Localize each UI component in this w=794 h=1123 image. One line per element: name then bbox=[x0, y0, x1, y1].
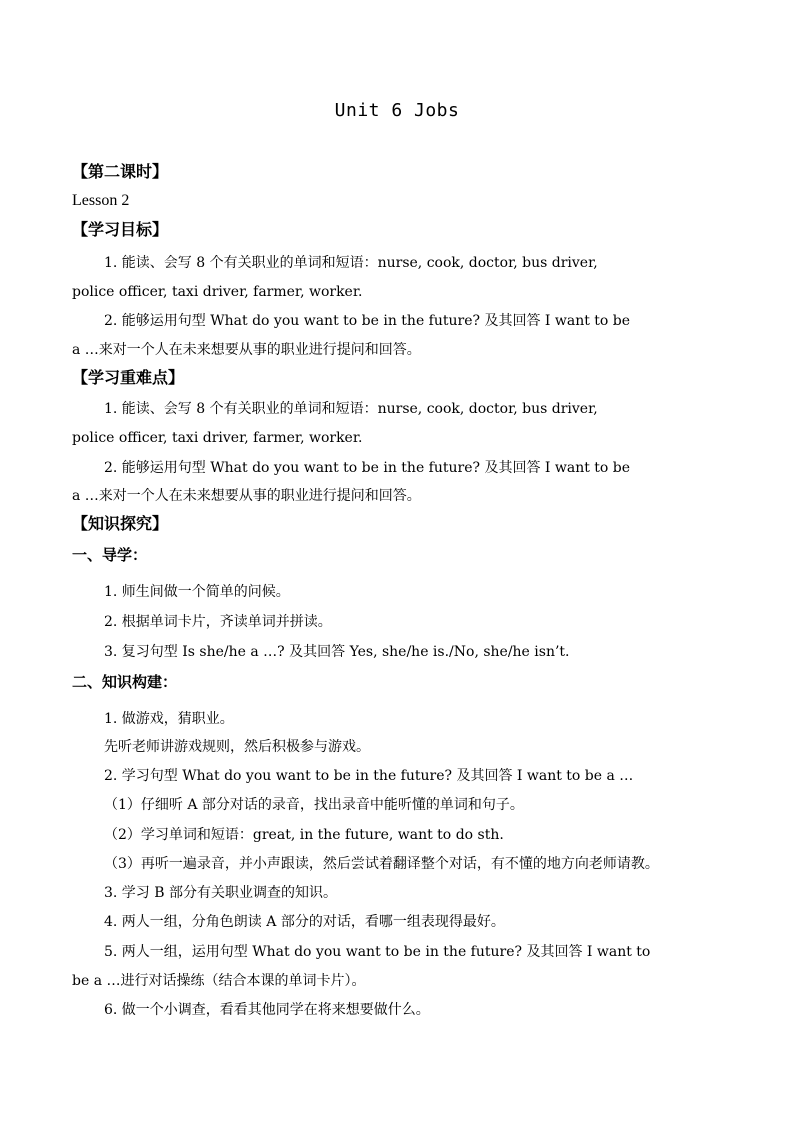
build-heading: 二、知识构建： bbox=[72, 673, 178, 691]
build-line: 4. 两人一组，分角色朗读 A 部分的对话，看哪一组表现得最好。 bbox=[104, 914, 505, 930]
objective-1-line-1: 1. 能读、会写 8 个有关职业的单词和短语：nurse, cook, doctor, bus driver, bbox=[104, 255, 598, 271]
lesson-name: Lesson 2 bbox=[72, 192, 130, 209]
objectives-heading: 【学习目标】 bbox=[72, 220, 169, 239]
build-line: 1. 做游戏，猜职业。 bbox=[104, 711, 234, 727]
key-point-2-line-2: a …来对一个人在未来想要从事的职业进行提问和回答。 bbox=[72, 488, 421, 504]
objective-2-line-2: a …来对一个人在未来想要从事的职业进行提问和回答。 bbox=[72, 342, 421, 358]
build-line: 6. 做一个小调查，看看其他同学在将来想要做什么。 bbox=[104, 1002, 430, 1018]
build-line: （2）学习单词和短语：great, in the future, want to do sth. bbox=[104, 827, 504, 843]
build-line: 2. 学习句型 What do you want to be in the future? 及其回答 I want to be a … bbox=[104, 768, 634, 784]
guide-item: 2. 根据单词卡片，齐读单词并拼读。 bbox=[104, 614, 332, 630]
lesson-tag: 【第二课时】 bbox=[72, 162, 169, 181]
build-line: 3. 学习 B 部分有关职业调查的知识。 bbox=[104, 885, 337, 901]
build-line: be a …进行对话操练（结合本课的单词卡片）。 bbox=[72, 973, 366, 989]
key-point-1-line-1: 1. 能读、会写 8 个有关职业的单词和短语：nurse, cook, doctor, bus driver, bbox=[104, 401, 598, 417]
objective-1-line-2: police officer, taxi driver, farmer, worker. bbox=[72, 284, 363, 300]
guide-item: 1. 师生间做一个简单的问候。 bbox=[104, 584, 290, 600]
build-line: 先听老师讲游戏规则，然后积极参与游戏。 bbox=[104, 739, 370, 755]
guide-heading: 一、导学： bbox=[72, 546, 148, 564]
document-title: Unit 6 Jobs bbox=[334, 100, 460, 121]
explore-heading: 【知识探究】 bbox=[72, 514, 169, 533]
build-line: （1）仔细听 A 部分对话的录音，找出录音中能听懂的单词和句子。 bbox=[104, 797, 524, 813]
key-point-2-line-1: 2. 能够运用句型 What do you want to be in the future? 及其回答 I want to be bbox=[104, 460, 631, 476]
build-line: 5. 两人一组，运用句型 What do you want to be in the future? 及其回答 I want to bbox=[104, 944, 651, 960]
build-line: （3）再听一遍录音，并小声跟读，然后尝试着翻译整个对话，有不懂的地方向老师请教。 bbox=[104, 856, 659, 872]
objective-2-line-1: 2. 能够运用句型 What do you want to be in the future? 及其回答 I want to be bbox=[104, 313, 631, 329]
key-point-1-line-2: police officer, taxi driver, farmer, worker. bbox=[72, 430, 363, 446]
key-points-heading: 【学习重难点】 bbox=[72, 368, 185, 387]
guide-item: 3. 复习句型 Is she/he a …? 及其回答 Yes, she/he is./No, she/he isn’t. bbox=[104, 644, 570, 660]
